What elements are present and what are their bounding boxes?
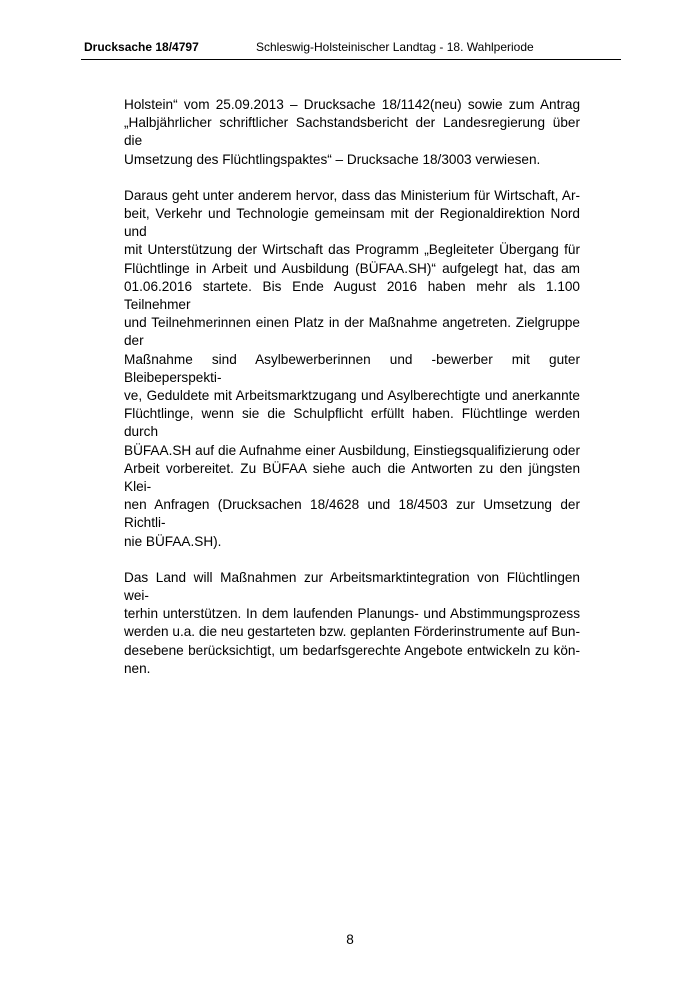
text-line: Daraus geht unter anderem hervor, dass das Ministerium für Wirtschaft, Ar- (124, 187, 580, 203)
text-line: BÜFAA.SH auf die Aufnahme einer Ausbildung, Einstiegsqualifizierung oder (124, 442, 580, 458)
text-line: nen. (124, 660, 151, 676)
text-line: Umsetzung des Flüchtlingspaktes“ – Drucksache 18/3003 verwiesen. (124, 151, 541, 167)
text-line: nie BÜFAA.SH). (124, 533, 222, 549)
text-line: Flüchtlinge in Arbeit und Ausbildung (BÜFAA.SH)“ aufgelegt hat, das am (124, 260, 580, 276)
paragraph-reference (124, 96, 580, 169)
text-line: 01.06.2016 startete. Bis Ende August 2016 haben mehr als 1.100 Teilnehmer (124, 278, 580, 313)
text-line: werden u.a. die neu gestarteten bzw. geplanten Förderinstrumente auf Bun- (124, 624, 580, 640)
text-line: desebene berücksichtigt, um bedarfsgerechte Angebote entwickeln zu kön- (124, 642, 580, 658)
page-number: 8 (346, 932, 354, 947)
document-number: Drucksache 18/4797 (84, 40, 199, 54)
paragraph-bufaa-program (124, 187, 580, 551)
text-line: mit Unterstützung der Wirtschaft das Programm „Begleiteter Übergang für (124, 242, 580, 258)
text-line: ve, Geduldete mit Arbeitsmarktzugang und Asylberechtigte und anerkannte (124, 388, 580, 404)
document-body (124, 96, 580, 696)
text-line: nen Anfragen (Drucksachen 18/4628 und 18/4503 zur Umsetzung der Richtli- (124, 497, 580, 531)
text-line: Holstein“ vom 25.09.2013 – Drucksache 18/1142(neu) sowie zum Antrag (124, 97, 580, 112)
text-line: Das Land will Maßnahmen zur Arbeitsmarktintegration von Flüchtlingen wei- (124, 569, 580, 604)
parliament-title: Schleswig-Holsteinischer Landtag - 18. Wahlperiode (256, 40, 534, 54)
text-line: „Halbjährlicher schriftlicher Sachstandsbericht der Landesregierung über die (124, 115, 580, 149)
text-line: Arbeit vorbereitet. Zu BÜFAA siehe auch die Antworten zu den jüngsten Klei- (124, 460, 580, 495)
page-header (81, 40, 621, 60)
text-line: Flüchtlinge, wenn sie die Schulpflicht erfüllt haben. Flüchtlinge werden durch (124, 406, 580, 440)
text-line: Maßnahme sind Asylbewerberinnen und -bewerber mit guter Bleibeperspekti- (124, 351, 580, 385)
text-line: und Teilnehmerinnen einen Platz in der Maßnahme angetreten. Zielgruppe der (124, 315, 580, 349)
text-line: beit, Verkehr und Technologie gemeinsam mit der Regionaldirektion Nord und (124, 206, 580, 240)
paragraph-outlook (124, 569, 580, 678)
text-line: terhin unterstützen. In dem laufenden Planungs- und Abstimmungsprozess (124, 606, 580, 622)
